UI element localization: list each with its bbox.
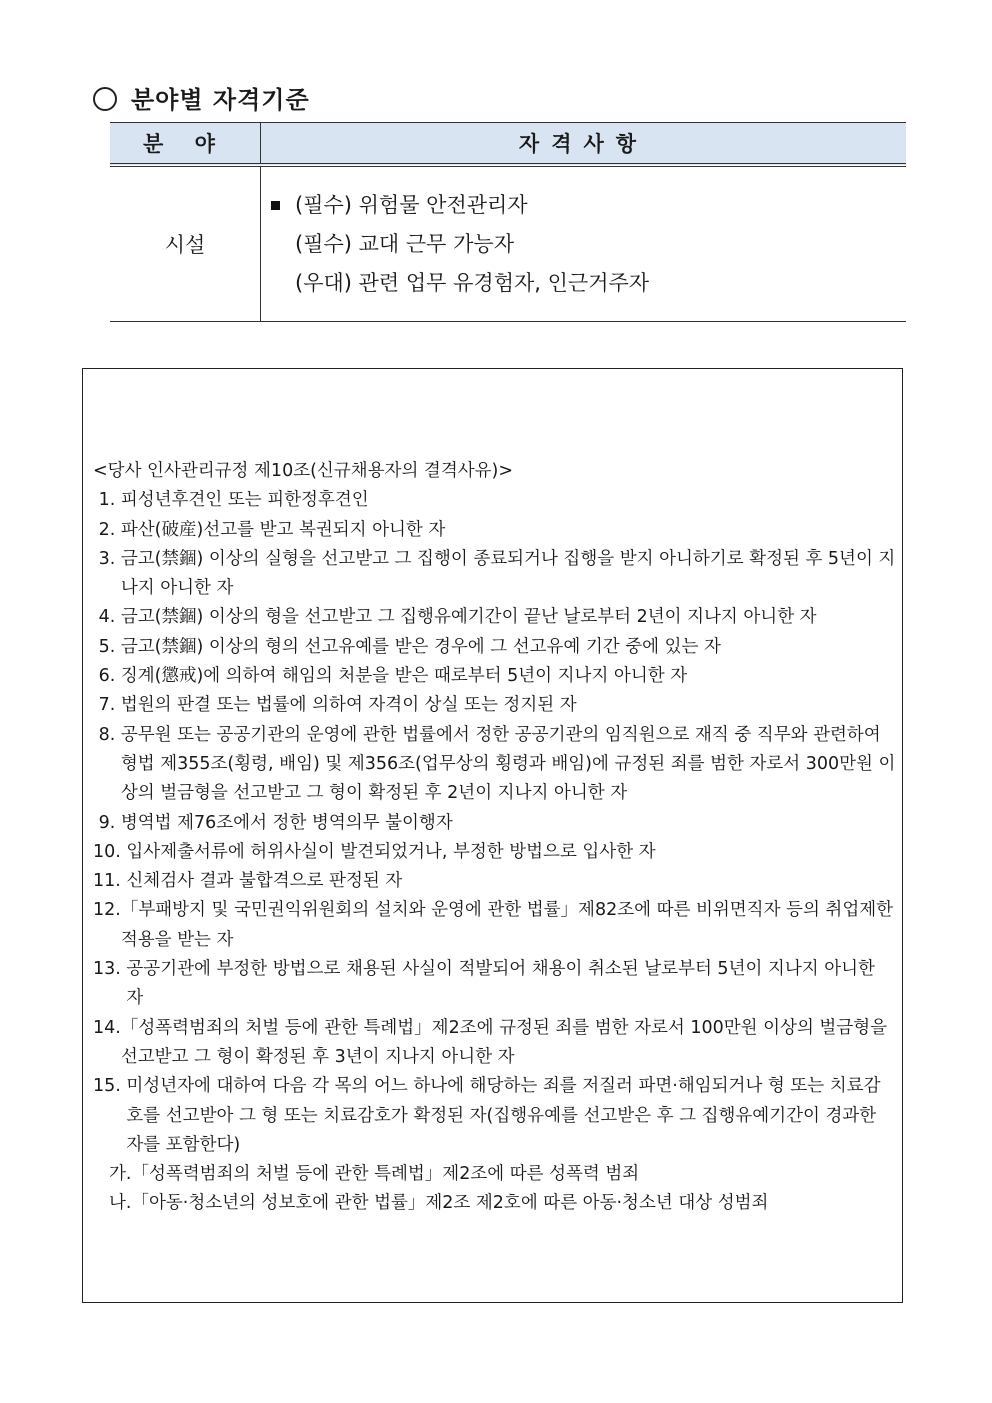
list-item-text: 파산(破産)선고를 받고 복권되지 아니한 자	[120, 519, 446, 540]
disqualification-content	[93, 457, 896, 1219]
list-item-text: 징계(懲戒)에 의하여 해임의 처분을 받은 때로부터 5년이 지나지 아니한 자	[120, 666, 688, 687]
list-item	[93, 662, 896, 691]
list-item-text: 법원의 판결 또는 법률에 의하여 자격이 상실 또는 정지된 자	[120, 695, 577, 716]
list-item-text: 금고(禁錮) 이상의 형을 선고받고 그 집행유예기간이 끝난 날로부터 2년이 지나지 아니한 자	[120, 607, 817, 628]
list-item-text: 병역법 제76조에서 정한 병역의무 불이행자	[120, 812, 453, 833]
circle-icon	[93, 87, 117, 111]
field-cell: 시설	[110, 165, 261, 322]
qualification-text: (우대) 관련 업무 유경험자, 인근거주자	[295, 270, 650, 295]
qualification-item	[271, 225, 905, 264]
qualification-item	[271, 186, 905, 225]
table-row	[110, 165, 906, 322]
table-header-row	[110, 123, 906, 166]
list-item-number: 2.	[93, 519, 121, 540]
list-item	[93, 691, 896, 720]
qualification-item	[271, 264, 905, 303]
list-item	[93, 545, 896, 604]
list-item-text: 신체검사 결과 불합격으로 판정된 자	[126, 871, 403, 892]
list-item	[93, 809, 896, 838]
list-item-text: 금고(禁錮) 이상의 실형을 선고받고 그 집행이 종료되거나 집행을 받지 아니하기로 확정된 후 5년이 지나지 아니한 자	[120, 548, 896, 599]
list-item	[93, 955, 896, 1014]
section-title-text: 분야별 자격기준	[131, 85, 310, 114]
list-item-number: 4.	[93, 607, 121, 628]
list-item	[93, 516, 896, 545]
qualifications-cell	[261, 165, 907, 322]
criteria-table	[110, 122, 906, 322]
list-item-number: 9.	[93, 812, 121, 833]
list-item	[93, 1072, 896, 1160]
list-item-number: 6.	[93, 666, 121, 687]
list-item-number: 3.	[93, 548, 121, 569]
list-item-text: 입사제출서류에 허위사실이 발견되었거나, 부정한 방법으로 입사한 자	[126, 841, 656, 862]
list-item-number: 11.	[93, 871, 127, 892]
header-field: 분 야	[110, 123, 261, 166]
qualification-text: (필수) 교대 근무 가능자	[295, 231, 514, 256]
list-item-text: 피성년후견인 또는 피한정후견인	[120, 490, 369, 511]
list-item-number: 5.	[93, 636, 121, 657]
list-item-text: 「부패방지 및 국민권익위원회의 설치와 운영에 관한 법률」제82조에 따른 비위면직자 등의 취업제한 적용을 받는 자	[120, 900, 894, 950]
disqualification-box	[82, 368, 903, 1303]
section-title	[93, 80, 310, 115]
list-item	[93, 486, 896, 515]
list-item-text: 공공기관에 부정한 방법으로 채용된 사실이 적발되어 채용이 취소된 날로부터 5년이 지나지 아니한 자	[126, 959, 875, 1009]
list-item-text: 공무원 또는 공공기관의 운영에 관한 법률에서 정한 공공기관의 임직원으로 재직 중 직무와 관련하여 형법 제355조(횡령, 배임) 및 제356조(업무상의 횡령과 배임)에 규정된 죄를 범한 자로서 300만원 이상의 벌금형을 선고받고 그 형이 확정된 후 2년이 지나지 아니한 자	[120, 724, 896, 804]
list-item-number: 7.	[93, 695, 121, 716]
list-item	[93, 838, 896, 867]
qualification-text: (필수) 위험물 안전관리자	[295, 192, 528, 217]
list-item	[93, 721, 896, 809]
list-item-text: 「성폭력범죄의 처벌 등에 관한 특례법」제2조에 규정된 죄를 범한 자로서 100만원 이상의 벌금형을 선고받고 그 형이 확정된 후 3년이 지나지 아니한 자	[120, 1017, 888, 1067]
sub-list-item: 가.「성폭력범죄의 처벌 등에 관한 특례법」제2조에 따른 성폭력 범죄	[109, 1164, 640, 1185]
list-item-number: 1.	[93, 490, 121, 511]
list-item	[93, 633, 896, 662]
list-item-number: 8.	[93, 724, 121, 745]
list-item-text: 미성년자에 대하여 다음 각 목의 어느 하나에 해당하는 죄를 저질러 파면·해임되거나 형 또는 치료감호를 선고받아 그 형 또는 치료감호가 확정된 자(집행유예를 선고받은 후 그 집행유예기간이 경과한 자를 포함한다)	[126, 1076, 881, 1155]
list-item-text: 금고(禁錮) 이상의 형의 선고유예를 받은 경우에 그 선고유예 기간 중에 있는 자	[120, 636, 721, 657]
list-item	[93, 867, 896, 896]
list-item-number: 13.	[93, 959, 127, 980]
list-item	[93, 896, 896, 955]
list-item	[93, 1014, 896, 1073]
list-item-number: 14.	[93, 1017, 121, 1038]
list-item-number: 10.	[93, 841, 127, 862]
list-item	[93, 603, 896, 632]
header-qualifications: 자격사항	[261, 123, 907, 166]
square-bullet-icon	[271, 201, 280, 210]
sub-list-item: 나.「아동·청소년의 성보호에 관한 법률」제2조 제2호에 따른 아동·청소년 대상 성범죄	[109, 1193, 769, 1214]
disqualification-heading: <당사 인사관리규정 제10조(신규채용자의 결격사유)>	[93, 461, 514, 481]
list-item-number: 15.	[93, 1076, 127, 1097]
list-item-number: 12.	[93, 900, 121, 921]
